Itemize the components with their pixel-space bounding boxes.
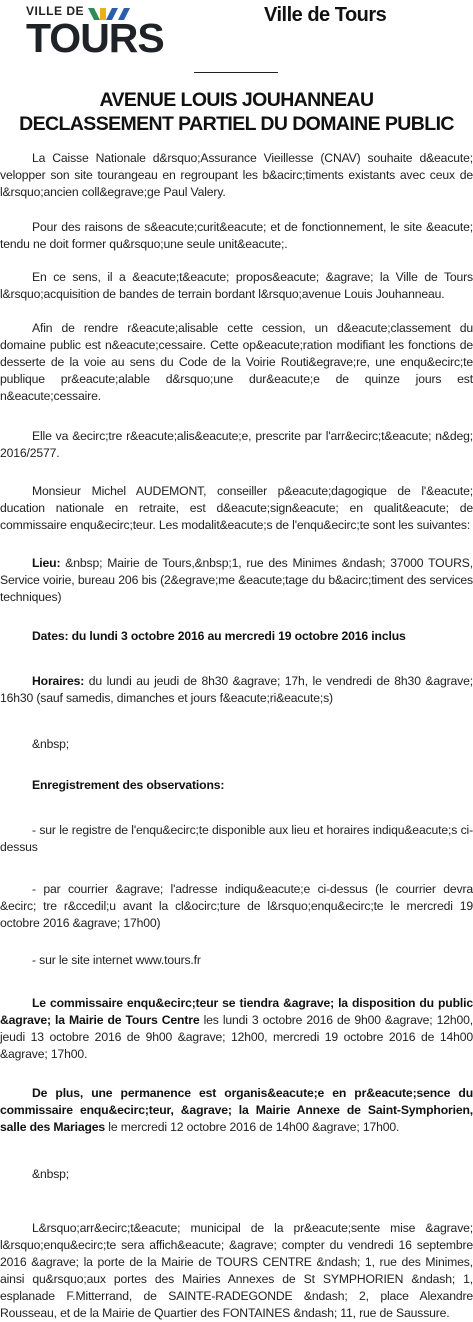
title-divider [194,72,278,73]
paragraph-5 [0,428,473,462]
lieu-text: &nbsp; Mairie de Tours,&nbsp;1, rue des Minimes &ndash; 37000 TOURS, Service voirie, bureau 206 bis (2&egrave;me &eacute;tage du b&acirc;timent des services techniques) [0,556,473,604]
paragraph-3-text: En ce sens, il a &eacute;t&eacute; propos&eacute; &agrave; la Ville de Tours l&rsquo;acquisition de bandes de terrain bordant l&rsquo;avenue Louis Jouhanneau. [0,270,473,301]
paragraph-2 [0,219,473,253]
arrete-text: L&rsquo;arr&ecirc;t&eacute; municipal de la pr&eacute;sente mise &agrave; l&rsquo;enqu&ecirc;te sera affich&eacute; &agrave; compter du vendredi 16 septembre 2016 &agrave; la porte de la Mairie de TOURS CENTRE &ndash; 1, rue des Minimes, ainsi qu&rsquo;aux portes des Mairies Annexes de St SYMPHORIEN &ndash; 1, esplanade F.Mitterrand, de SAINTE-RADEGONDE &ndash; 2, place Alexandre Rousseau, et de la Mairie de Quartier des FONTAINES &ndash; 11, rue de Saussure. [0,1221,473,1320]
paragraph-courrier [0,881,473,932]
permanence-text: le mercredi 12 octobre 2016 de 14h00 &agrave; 17h00. [105,1120,400,1134]
paragraph-registre [0,822,473,856]
horaires-text: du lundi au jeudi de 8h30 &agrave; 17h, le vendredi de 8h30 &agrave; 16h30 (sauf samedis, dimanches et jours f&eacute;ri&eacute;s) [0,674,473,705]
enregistrement-heading: Enregistrement des observations: [32,778,225,792]
internet-text: - sur le site internet www.tours.fr [32,953,201,967]
paragraph-lieu [0,555,473,606]
paragraph-6 [0,483,473,534]
paragraph-4-text: Afin de rendre r&eacute;alisable cette cession, un d&eacute;classement du domaine public est n&eacute;cessaire. Cette op&eacute;ration modifiant les fonctions de desserte de la voie au sens du Code de la Voirie Routi&egrave;re, une enqu&ecirc;te publique pr&eacute;alable d&rsquo;une dur&eacute;e de quinze jours est n&eacute;cessaire. [0,321,473,403]
registre-text: - sur le registre de l'enqu&ecirc;te disponible aux lieu et horaires indiqu&eacute;s ci-dessus [0,823,473,854]
paragraph-4 [0,320,473,405]
paragraph-permanence [0,1085,473,1136]
paragraph-nbsp-1 [0,736,473,753]
paragraph-horaires [0,673,473,707]
horaires-label: Horaires: [32,674,85,688]
paragraph-6-text: Monsieur Michel AUDEMONT, conseiller p&eacute;dagogique de l'&eacute; ducation nationale en retraite, est d&eacute;sign&eacute; en qualit&eacute; de commissaire enqu&ecirc;teur. Les modalit&eacute;s de l'enqu&ecirc;te sont les suivantes: [0,484,473,532]
commissaire-bold: Le commissaire enqu&ecirc;teur se tiendra &agrave; la disposition du public &agrave; la Mairie de Tours Centre [0,996,473,1027]
header-title: Ville de Tours [264,4,387,26]
paragraph-3 [0,269,473,303]
paragraph-arrete [0,1220,473,1322]
ville-de-tours-logo [26,4,186,64]
document-title-line2: DECLASSEMENT PARTIEL DU DOMAINE PUBLIC [19,113,454,135]
logo-big-text: TOURS [26,15,164,61]
paragraph-5-text: Elle va &ecirc;tre r&eacute;alis&eacute;e, prescrite par l'arr&ecirc;t&eacute; n&deg; 2016/2577. [0,429,473,460]
paragraph-1-text: La Caisse Nationale d&rsquo;Assurance Vieillesse (CNAV) souhaite d&eacute; velopper son site tourangeau en regroupant les b&acirc;timents existants avec ceux de l&rsquo;ancien coll&egrave;ge Paul Valery. [0,151,473,199]
paragraph-internet [0,952,473,969]
paragraph-1 [0,150,473,201]
logo-small-text: VILLE DE [26,4,85,18]
courrier-text: - par courrier &agrave; l'adresse indiqu&eacute;e ci-dessus (le courrier devra &ecirc; tre r&ccedil;u avant la cl&ocirc;ture de l&rsquo;enqu&ecirc;te le mercredi 19 octobre 2016 &agrave; 17h00) [0,882,473,930]
dates-text: Dates: du lundi 3 octobre 2016 au mercredi 19 octobre 2016 inclus [32,629,406,643]
paragraph-dates [0,628,473,645]
paragraph-enregistrement [0,777,473,794]
nbsp-text-2: &nbsp; [32,1167,70,1181]
paragraph-2-text: Pour des raisons de s&eacute;curit&eacute; et de fonctionnement, le site &eacute; tendu ne doit former qu&rsquo;une seule unit&eacute;. [0,220,473,251]
paragraph-commissaire [0,995,473,1063]
document-title-line1: AVENUE LOUIS JOUHANNEAU [99,89,374,111]
paragraph-nbsp-2 [0,1166,473,1183]
permanence-bold: De plus, une permanence est organis&eacute;e en pr&eacute;sence du commissaire enqu&ecirc;teur, &agrave; la Mairie Annexe de Saint-Symphorien, salle des Mariages [0,1086,473,1134]
lieu-label: Lieu: [32,556,61,570]
commissaire-text: les lundi 3 octobre 2016 de 9h00 &agrave; 12h00, jeudi 13 octobre 2016 de 9h00 &agrave; 12h00, mercredi 19 octobre 2016 de 14h00 &agrave; 17h00. [0,1013,473,1061]
nbsp-text-1: &nbsp; [32,737,70,751]
